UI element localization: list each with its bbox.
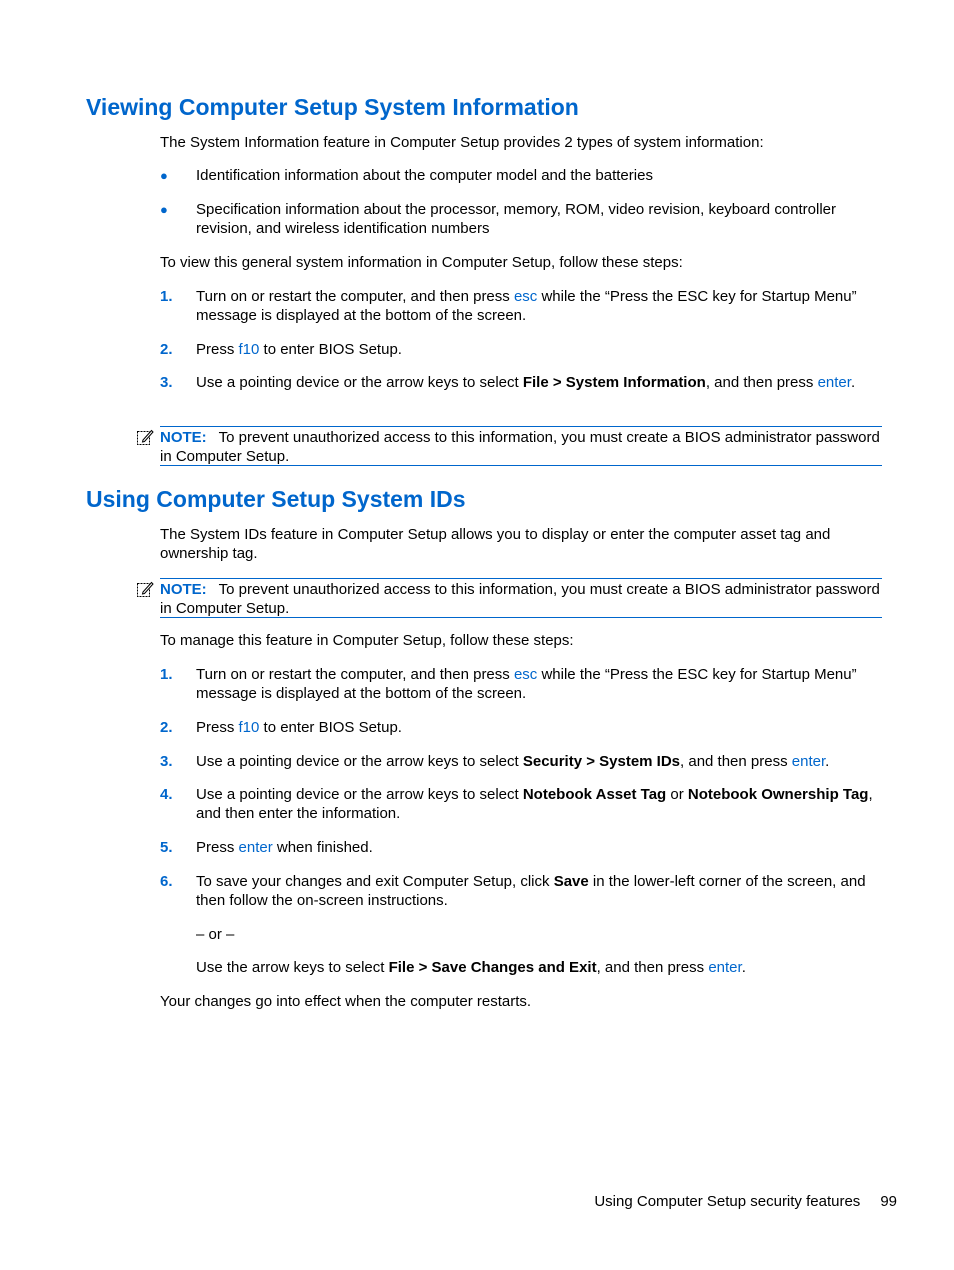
step-item — [160, 373, 882, 392]
steps-lead: To view this general system information in Computer Setup, follow these steps: — [160, 254, 683, 271]
step-text: Press enter when finished. — [196, 839, 373, 856]
key-enter: enter — [708, 959, 742, 976]
section-heading-system-ids: Using Computer Setup System IDs — [86, 486, 466, 512]
step-number: 1. — [160, 288, 173, 305]
step-item — [160, 287, 882, 325]
section-heading-system-information: Viewing Computer Setup System Information — [86, 94, 579, 120]
intro-paragraph: The System IDs feature in Computer Setup allows you to display or enter the computer asset tag and ownership tag. — [160, 526, 831, 562]
step-number: 4. — [160, 786, 173, 803]
menu-path: File > Save Changes and Exit — [388, 959, 597, 976]
step-item — [160, 785, 882, 823]
menu-item-asset-tag: Notebook Asset Tag — [522, 786, 667, 803]
step-text: Turn on or restart the computer, and then press esc while the “Press the ESC key for Startup Menu” message is displayed at the bottom of the screen. — [196, 666, 857, 702]
list-item-text: Identification information about the computer model and the batteries — [196, 167, 653, 184]
list-item-text: Specification information about the processor, memory, ROM, video revision, keyboard controller revision, and wireless identification numbers — [196, 201, 837, 237]
step-item — [160, 665, 882, 703]
key-esc: esc — [513, 666, 538, 683]
key-enter: enter — [817, 374, 851, 391]
list-item — [160, 166, 882, 185]
key-f10: f10 — [238, 341, 260, 358]
menu-path: Security > System IDs — [522, 753, 681, 770]
note-icon — [136, 428, 154, 446]
page-footer — [594, 1192, 897, 1211]
step-item — [160, 872, 882, 910]
step-text: Press f10 to enter BIOS Setup. — [196, 719, 402, 736]
footer-title: Using Computer Setup security features — [594, 1193, 861, 1210]
intro-paragraph: The System Information feature in Computer Setup provides 2 types of system information: — [160, 134, 764, 151]
page-number: 99 — [880, 1193, 897, 1210]
note-label: NOTE: — [160, 429, 207, 446]
step-text: Use a pointing device or the arrow keys to select Notebook Asset Tag or Notebook Ownership Tag, and then enter the information. — [196, 786, 873, 822]
steps-lead: To manage this feature in Computer Setup, follow these steps: — [160, 632, 574, 649]
step-item — [160, 340, 882, 359]
note-label: NOTE: — [160, 581, 207, 598]
step-number: 3. — [160, 753, 173, 770]
step-number: 5. — [160, 839, 173, 856]
step-number: 2. — [160, 341, 173, 358]
step-text: Press f10 to enter BIOS Setup. — [196, 341, 402, 358]
bullet-icon: ● — [160, 202, 168, 217]
step-item — [160, 718, 882, 737]
menu-path: File > System Information — [522, 374, 706, 391]
note-box — [160, 578, 882, 618]
step-item — [160, 752, 882, 771]
or-separator: – or – — [196, 926, 235, 943]
closing-paragraph: Your changes go into effect when the computer restarts. — [160, 993, 532, 1010]
step-text: To save your changes and exit Computer Setup, click Save in the lower-left corner of the screen, and then follow the on-screen instructions. — [196, 873, 866, 909]
step-text: Turn on or restart the computer, and then press esc while the “Press the ESC key for Startup Menu” message is displayed at the bottom of the screen. — [196, 288, 857, 324]
step-text: Use a pointing device or the arrow keys to select File > System Information, and then press enter. — [196, 374, 856, 391]
step-number: 1. — [160, 666, 173, 683]
alternative-step: Use the arrow keys to select File > Save Changes and Exit, and then press enter. — [196, 959, 746, 976]
step-number: 3. — [160, 374, 173, 391]
key-f10: f10 — [238, 719, 260, 736]
step-number: 6. — [160, 873, 173, 890]
key-enter: enter — [238, 839, 273, 856]
note-box — [160, 426, 882, 466]
step-text: Use a pointing device or the arrow keys to select Security > System IDs, and then press enter. — [196, 753, 830, 770]
step-item — [160, 838, 882, 857]
bullet-icon: ● — [160, 168, 168, 183]
note-text: To prevent unauthorized access to this information, you must create a BIOS administrator password in Computer Setup. — [160, 429, 880, 465]
key-esc: esc — [513, 288, 538, 305]
menu-item-ownership-tag: Notebook Ownership Tag — [687, 786, 869, 803]
step-number: 2. — [160, 719, 173, 736]
key-enter: enter — [791, 753, 826, 770]
note-text: To prevent unauthorized access to this information, you must create a BIOS administrator password in Computer Setup. — [160, 581, 880, 617]
save-label: Save — [553, 873, 589, 890]
list-item — [160, 200, 882, 238]
note-icon — [136, 580, 154, 598]
